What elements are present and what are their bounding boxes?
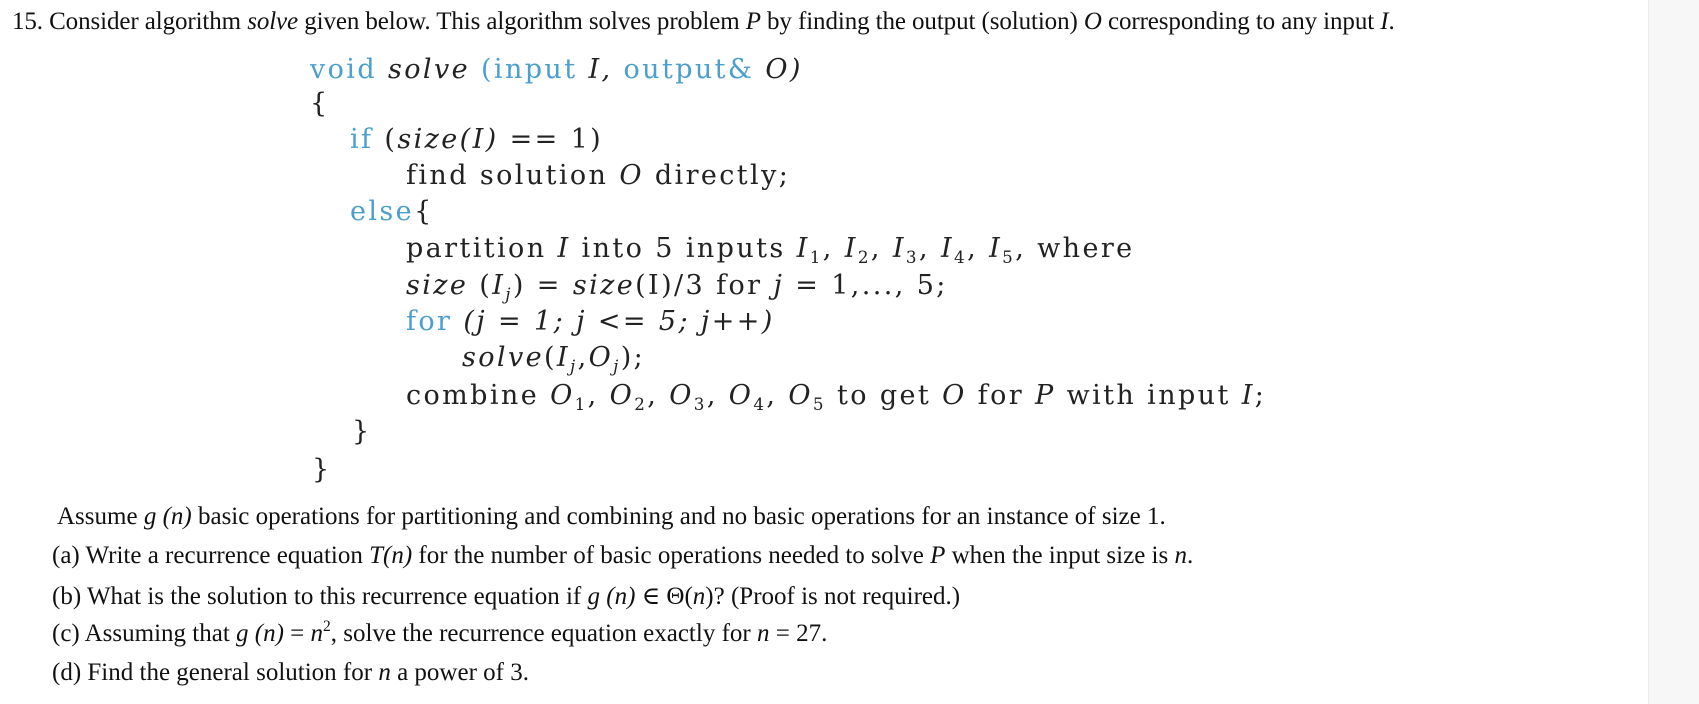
part-c: (c) Assuming that g $(n) = n^2$, solve the recurrence equation exactly for n = 27. <box>52 617 828 647</box>
part-d: (d) Find the general solution for n a power of 3. <box>52 659 529 686</box>
code-direct-solution: find solution O directly; <box>406 160 791 191</box>
code-close-brace: } <box>312 454 332 485</box>
code-close-else: } <box>352 416 372 447</box>
code-partition-line: partition I into 5 inputs $I_1$, $I_2$, $I_3$, $I_4$, $I_5$, where <box>406 233 1135 267</box>
part-b: (b) What is the solution to this recurrence equation if g (n) ∈ Θ(n)? (Proof is not required.) <box>52 583 961 610</box>
assumption-text: Assume g (n) basic operations for partitioning and combining and no basic operations for an instance of size 1. <box>57 503 1166 530</box>
part-a: (a) Write a recurrence equation T(n) for the number of basic operations needed to solve P when the input size is n. <box>52 542 1194 569</box>
scrollbar-gutter[interactable] <box>1648 0 1699 704</box>
code-for-line: for (j = 1; j <= 5; j++) <box>406 306 775 337</box>
code-open-brace: { <box>310 88 330 119</box>
question-number: 15. <box>12 8 43 35</box>
code-size-line: size $(I_j)$ = size(I)/3 for j = 1,..., 5; <box>406 270 948 304</box>
question-statement: 15. Consider algorithm solve given below. This algorithm solves problem P by finding the output (solution) O corresponding to any input I. <box>12 8 1395 35</box>
code-recursive-call: $solve(I_j,O_j)$; <box>462 342 646 376</box>
algorithm-name: solve <box>247 8 299 35</box>
code-if-line: if (size(I) == 1) <box>350 124 604 155</box>
code-else-line: else{ <box>350 196 434 227</box>
code-combine-line: combine $O_1$, $O_2$, $O_3$, $O_4$, $O_5$ to get O for P with input I; <box>406 380 1267 414</box>
code-signature: void solve (input I, output& O) <box>310 54 803 85</box>
